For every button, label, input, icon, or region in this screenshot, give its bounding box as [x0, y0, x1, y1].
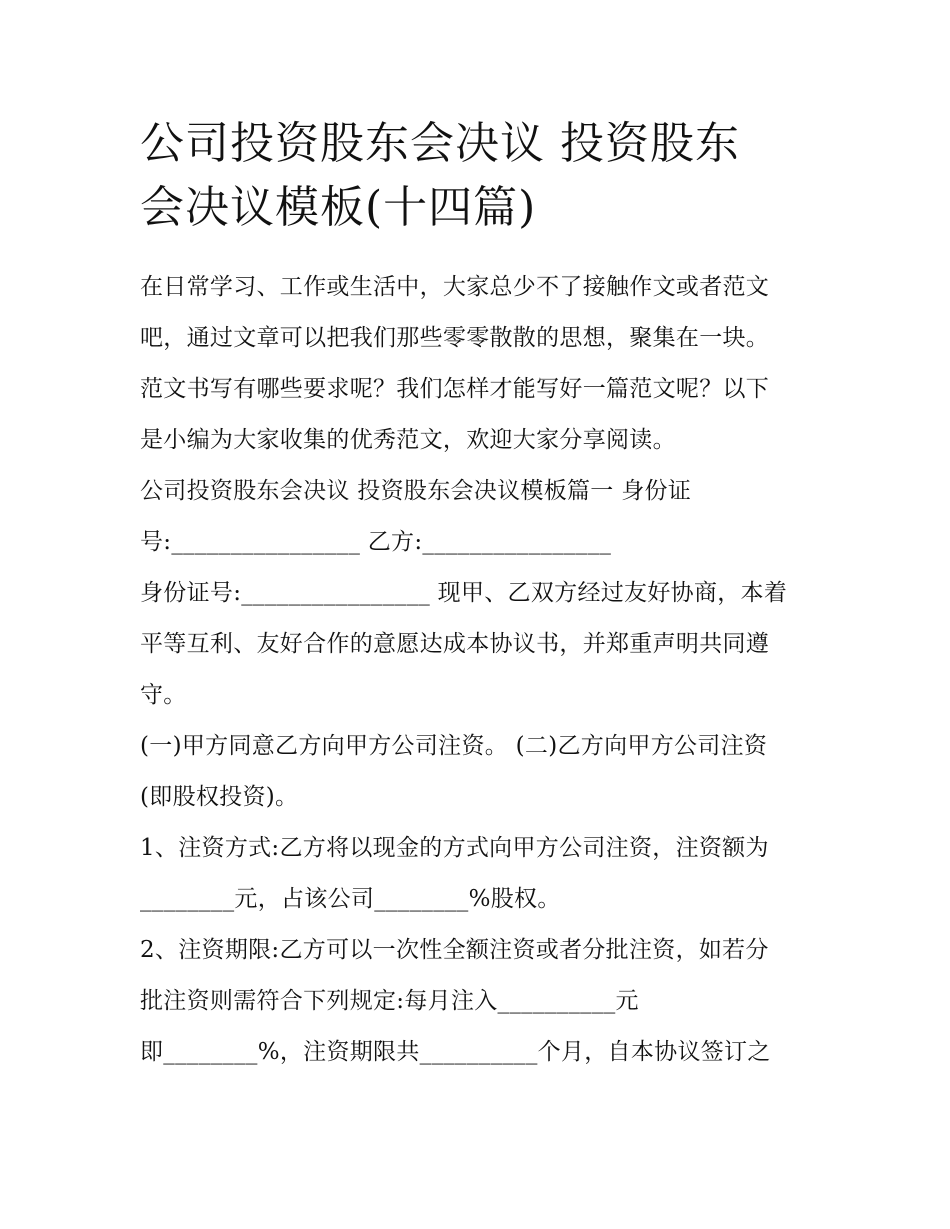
document-page	[140, 112, 820, 1078]
body-line: 平等互利、友好合作的意愿达成本协议书，并郑重声明共同遵	[140, 631, 770, 657]
body-line: (即股权投资)。	[140, 784, 299, 810]
body-line: 在日常学习、工作或生活中，大家总少不了接触作文或者范文	[140, 274, 770, 300]
body-line: 是小编为大家收集的优秀范文，欢迎大家分享阅读。	[140, 427, 676, 453]
document-body	[140, 262, 820, 1078]
document-title	[140, 112, 820, 240]
body-line: 即________%，注资期限共__________个月，自本协议签订之	[140, 1039, 771, 1065]
body-line: (一)甲方同意乙方向甲方公司注资。 (二)乙方向甲方公司注资	[140, 733, 768, 759]
body-line: 守。	[140, 682, 187, 708]
body-line: 吧，通过文章可以把我们那些零零散散的思想，聚集在一块。	[140, 325, 770, 351]
body-line: 1、注资方式:乙方将以现金的方式向甲方公司注资，注资额为	[140, 835, 769, 861]
body-line: 批注资则需符合下列规定:每月注入__________元	[140, 988, 639, 1014]
section-heading-line: 公司投资股东会决议 投资股东会决议模板篇一 身份证	[140, 478, 692, 504]
title-line-1: 公司投资股东会决议 投资股东	[140, 118, 740, 169]
body-line: 2、注资期限:乙方可以一次性全额注资或者分批注资，如若分	[140, 937, 769, 963]
body-line: ________元，占该公司________%股权。	[140, 886, 561, 912]
body-line: 身份证号:________________ 现甲、乙双方经过友好协商，本着	[140, 580, 788, 606]
title-line-2: 会决议模板(十四篇)	[140, 182, 537, 233]
body-line: 号:________________ 乙方:________________	[140, 529, 612, 555]
body-line: 范文书写有哪些要求呢？我们怎样才能写好一篇范文呢？以下	[140, 376, 770, 402]
